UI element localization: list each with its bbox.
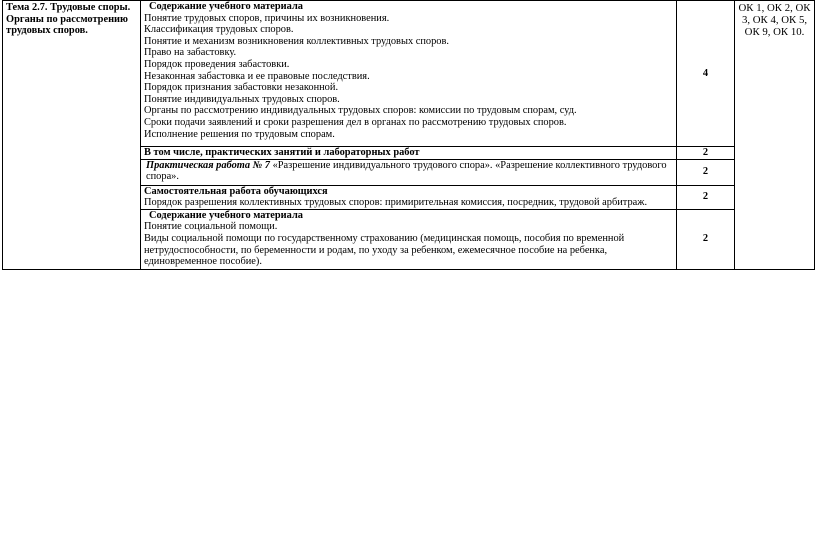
content-line: Виды социальной помощи по государственному страхованию (медицинская помощь, пособия по временной нетрудоспособности, по беременности и родам, по уходу за ребенком, ежемесячное пособие на ребенка, единовременное пособие). — [144, 232, 625, 268]
hours-cell: 2 — [677, 147, 735, 160]
content-line: Классификация трудовых споров. — [144, 24, 294, 36]
content-line: Сроки подачи заявлений и сроки разрешения дел в органах по рассмотрению трудовых споров. — [144, 116, 567, 128]
content-line: Понятие социальной помощи. — [144, 221, 278, 233]
practice-title: Практическая работа № 7 — [146, 159, 270, 171]
hours-cell: 2 — [677, 185, 735, 209]
content-line: Порядок признания забастовки незаконной. — [144, 82, 339, 94]
self-study-header: Самостоятельная работа обучающихся — [144, 185, 328, 197]
practice-cell — [141, 159, 677, 185]
practice-header: В том числе, практических занятий и лабораторных работ — [141, 147, 677, 160]
content-line: Органы по рассмотрению индивидуальных трудовых споров: комиссии по трудовым спорам, суд. — [144, 105, 577, 117]
practice-text: «Разрешение индивидуального трудового спора». «Разрешение коллективного трудового спора». — [146, 159, 667, 183]
content-cell — [141, 209, 677, 269]
content-header: Содержание учебного материала — [149, 209, 303, 221]
content-cell — [141, 1, 677, 147]
hours-cell: 4 — [677, 1, 735, 147]
hours-cell: 2 — [677, 159, 735, 185]
self-study-cell — [141, 185, 677, 209]
competencies-cell: ОК 1, ОК 2, ОК 3, ОК 4, ОК 5, ОК 9, ОК 10. — [735, 1, 815, 270]
content-line: Понятие индивидуальных трудовых споров. — [144, 93, 340, 105]
hours-cell: 2 — [677, 209, 735, 269]
content-line: Незаконная забастовка и ее правовые последствия. — [144, 70, 370, 82]
section-2-7-content-row — [3, 1, 815, 147]
curriculum-table — [2, 0, 815, 269]
content-header: Содержание учебного материала — [149, 1, 303, 12]
content-line: Право на забастовку. — [144, 47, 237, 59]
content-line: Понятие трудовых споров, причины их возникновения. — [144, 12, 390, 24]
content-line: Исполнение решения по трудовым спорам. — [144, 128, 335, 140]
topic-cell: Тема 2.7. Трудовые споры. Органы по рассмотрению трудовых споров. — [3, 1, 141, 270]
content-line: Порядок проведения забастовки. — [144, 58, 290, 70]
content-line: Понятие и механизм возникновения коллективных трудовых споров. — [144, 35, 449, 47]
self-study-text: Порядок разрешения коллективных трудовых споров: примирительная комиссия, посредник, трудовой арбитраж. — [144, 197, 648, 209]
